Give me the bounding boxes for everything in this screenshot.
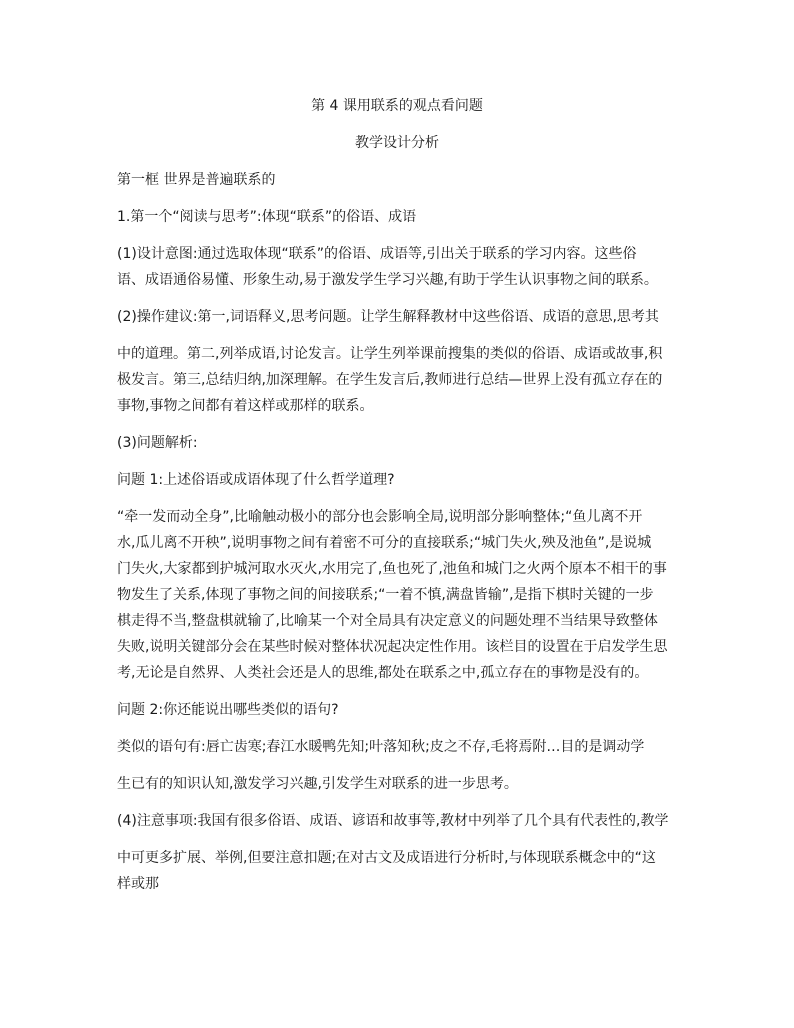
paragraph-line: (1)设计意图:通过选取体现“联系”的俗语、成语等,引出关于联系的学习内容。这些俗 — [117, 246, 637, 262]
paragraph-line: 物发生了关系,体现了事物之间的间接联系;“一着不慎,满盘皆输”,是指下棋时关键的一步 — [117, 587, 654, 603]
item-heading: 1.第一个“阅读与思考”:体现“联系”的俗语、成语 — [117, 209, 417, 225]
document-subtitle: 教学设计分析 — [355, 135, 439, 151]
document-title: 第 4 课用联系的观点看问题 — [311, 98, 483, 114]
paragraph-line: (3)问题解析: — [117, 435, 198, 451]
paragraph-line: (4)注意事项:我国有很多俗语、成语、谚语和故事等,教材中列举了几个具有代表性的,教学 — [117, 813, 669, 829]
paragraph-line: 失败,说明关键部分会在某些时候对整体状况起决定性作用。该栏目的设置在于启发学生思 — [117, 639, 668, 655]
paragraph-line: 棋走得不当,整盘棋就输了,比喻某一个对全局具有决定意义的问题处理不当结果导致整体 — [117, 613, 658, 629]
paragraph-line: 类似的语句有:唇亡齿寒;春江水暖鸭先知;叶落知秋;皮之不存,毛将焉附…目的是调动学 — [117, 739, 645, 755]
paragraph-line: 考,无论是自然界、人类社会还是人的思维,都处在联系之中,孤立存在的事物是没有的。 — [117, 665, 649, 681]
question-heading: 问题 2:你还能说出哪些类似的语句? — [117, 702, 339, 718]
paragraph-line: 事物,事物之间都有着这样或那样的联系。 — [117, 398, 374, 414]
question-heading: 问题 1:上述俗语或成语体现了什么哲学道理? — [117, 472, 395, 488]
paragraph-line: 语、成语通俗易懂、形象生动,易于激发学生学习兴趣,有助于学生认识事物之间的联系。 — [117, 272, 658, 288]
paragraph-line: 中可更多扩展、举例,但要注意扣题;在对古文及成语进行分析时,与体现联系概念中的“这 — [117, 850, 656, 866]
section-heading: 第一框 世界是普遍联系的 — [117, 172, 276, 188]
paragraph-line: (2)操作建议:第一,词语释义,思考问题。让学生解释教材中这些俗语、成语的意思,思考其 — [117, 309, 659, 325]
paragraph-line: 极发言。第三,总结归纳,加深理解。在学生发言后,教师进行总结—世界上没有孤立存在的 — [117, 372, 663, 388]
paragraph-line: 中的道理。第二,列举成语,讨论发言。让学生列举课前搜集的类似的俗语、成语或故事,积 — [117, 346, 663, 362]
paragraph-line: 水,瓜儿离不开秧”,说明事物之间有着密不可分的直接联系;“城门失火,殃及池鱼”,是说城 — [117, 535, 652, 551]
paragraph-line: 门失火,大家都到护城河取水灭火,水用完了,鱼也死了,池鱼和城门之火两个原本不相干的事 — [117, 561, 667, 577]
paragraph-line: “牵一发而动全身”,比喻触动极小的部分也会影响全局,说明部分影响整体;“鱼儿离不开 — [117, 509, 643, 525]
paragraph-line: 样或那 — [117, 876, 159, 892]
paragraph-line: 生已有的知识认知,激发学习兴趣,引发学生对联系的进一步思考。 — [117, 776, 518, 792]
